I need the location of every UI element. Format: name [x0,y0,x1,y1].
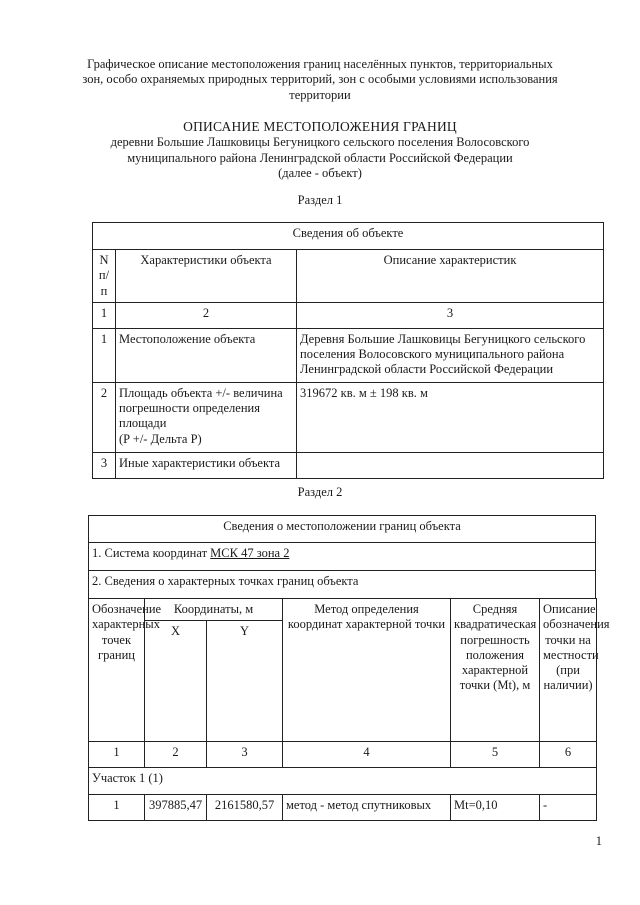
header-designation: Обозначение характерных точек границ [89,599,145,742]
table-title: Сведения об объекте [93,223,604,250]
col-number: 1 [93,302,116,328]
plot-label: Участок 1 (1) [89,768,597,795]
coord-system-row [89,543,596,571]
col-number: 5 [451,742,540,768]
row-num: 3 [93,452,116,478]
points-header-table [88,598,610,742]
table-row [89,795,597,821]
header-line: территории [289,87,351,102]
col-number: 2 [116,302,297,328]
section-1-label: Раздел 1 [297,193,343,207]
col-number: 3 [207,742,283,768]
table-row [93,382,604,452]
col-number: 3 [297,302,604,328]
point-mt: Mt=0,10 [451,795,540,821]
row-name: Площадь объекта +/- величина погрешности определения площади [119,385,283,431]
col-number: 2 [145,742,207,768]
coord-system-label: 1. Система координат [92,546,208,560]
header-point-description: Описание обозначения точки на местности (при наличии) [540,599,597,742]
page-number: 1 [595,834,602,848]
col-number: 4 [283,742,451,768]
point-x: 397885,47 [145,795,207,821]
title-line: деревни Большие Лашковицы Бегуницкого сельского поселения Волосовского [110,135,530,150]
header-coords: Координаты, м [145,599,283,621]
row-num: 1 [93,328,116,382]
row-name: Местоположение объекта [116,328,297,382]
title-caption: ОПИСАНИЕ МЕСТОПОЛОЖЕНИЯ ГРАНИЦ [183,119,457,134]
points-label: 2. Сведения о характерных точках границ объекта [89,571,596,599]
point-desc: - [540,795,597,821]
section-2-label: Раздел 2 [297,485,343,499]
header-x: X [145,621,207,742]
coord-system-value: МСК 47 зона 2 [210,546,290,560]
boundary-info-table [88,515,596,599]
document-title [0,119,640,181]
table-title: Сведения о местоположении границ объекта [89,516,596,543]
col-number: 6 [540,742,597,768]
row-num: 2 [93,382,116,452]
title-line: муниципального района Ленинградской области Российской Федерации [127,150,513,165]
header-line: зон, особо охраняемых природных территорий, зон с особыми условиями использования [82,72,558,87]
header-y: Y [207,621,283,742]
point-id: 1 [89,795,145,821]
row-name: Иные характеристики объекта [116,452,297,478]
row-value: Деревня Большие Лашковицы Бегуницкого сельского поселения Волосовского муниципального района Ленинградской области Российской Федерации [297,328,604,382]
title-line: (далее - объект) [278,165,362,180]
row-name-extra: (P +/- Дельта P) [119,431,202,446]
row-value [297,452,604,478]
header-line: Графическое описание местоположения границ населённых пунктов, территориальных [87,57,553,71]
header-characteristics: Характеристики объекта [116,250,297,303]
header-num: N п/п [93,250,116,303]
document-header [0,57,640,103]
point-y: 2161580,57 [207,795,283,821]
row-name-cell [116,382,297,452]
col-number: 1 [89,742,145,768]
table-row [93,452,604,478]
header-method: Метод определения координат характерной точки [283,599,451,742]
points-data-table [88,741,597,821]
header-description: Описание характеристик [297,250,604,303]
row-value: 319672 кв. м ± 198 кв. м [297,382,604,452]
header-accuracy: Средняя квадратическая погрешность положения характерной точки (Mt), м [451,599,540,742]
point-method: метод - метод спутниковых [283,795,451,821]
table-row [93,328,604,382]
object-info-table [92,222,604,479]
